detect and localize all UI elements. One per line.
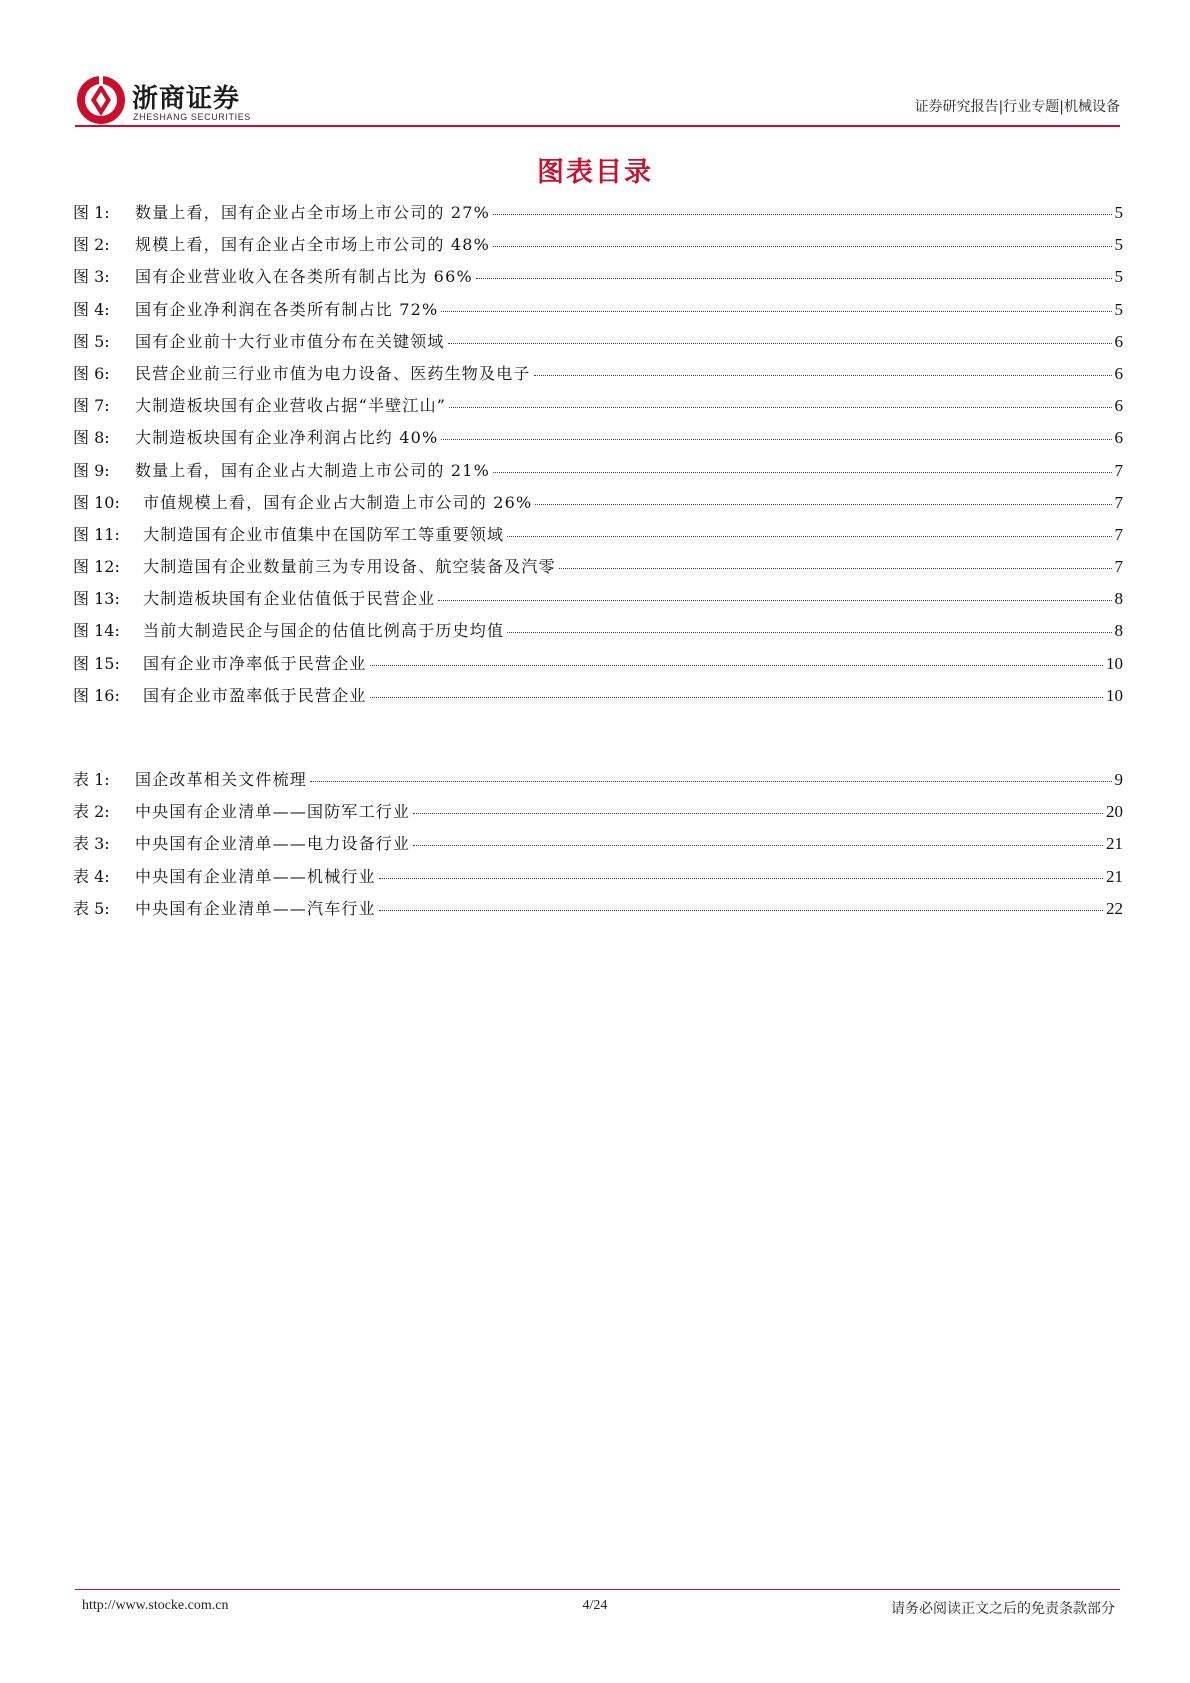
footer-page-number: 4/24 — [582, 1598, 608, 1613]
entry-label: 图 3: — [73, 267, 110, 287]
entry-label: 图 10: — [73, 492, 120, 512]
figure-toc-entry[interactable] — [73, 525, 1123, 557]
figure-toc-entry[interactable] — [73, 654, 1123, 686]
entry-page-number: 22 — [1106, 898, 1123, 918]
table-list — [73, 770, 1123, 931]
entry-title: 大制造板块国有企业营收占据“半壁江山” — [135, 396, 447, 416]
figure-toc-entry[interactable] — [73, 621, 1123, 653]
entry-label: 图 16: — [73, 685, 120, 705]
dot-leader — [438, 600, 1111, 601]
entry-label: 表 2: — [73, 802, 110, 822]
table-toc-entry[interactable] — [73, 899, 1123, 931]
dot-leader — [534, 375, 1112, 376]
figure-toc-entry[interactable] — [73, 203, 1123, 235]
dot-leader — [441, 311, 1111, 312]
report-breadcrumb: 证券研究报告|行业专题|机械设备 — [914, 99, 1120, 115]
dot-leader — [370, 665, 1103, 666]
dot-leader — [493, 214, 1111, 215]
table-toc-entry[interactable] — [73, 867, 1123, 899]
entry-label: 图 9: — [73, 460, 110, 480]
figure-list — [73, 203, 1123, 718]
figure-toc-entry[interactable] — [73, 686, 1123, 718]
page-title: 图表目录 — [537, 157, 653, 188]
entry-title: 规模上看，国有企业占全市场上市公司的 48% — [135, 235, 491, 255]
entry-label: 图 8: — [73, 428, 110, 448]
dot-leader — [379, 878, 1103, 879]
table-toc-entry[interactable] — [73, 770, 1123, 802]
entry-page-number: 5 — [1114, 203, 1123, 222]
entry-label: 图 13: — [73, 589, 120, 609]
dot-leader — [379, 910, 1103, 911]
entry-label: 图 15: — [73, 653, 120, 673]
zheshang-logo-icon — [75, 74, 127, 126]
entry-page-number: 6 — [1114, 428, 1123, 448]
entry-title: 大制造板块国有企业净利润占比约 40% — [135, 428, 439, 448]
figure-toc-entry[interactable] — [73, 300, 1123, 332]
logo-text-en: ZHESHANG SECURITIES — [133, 112, 251, 122]
figure-toc-entry[interactable] — [73, 396, 1123, 428]
dot-leader — [507, 536, 1111, 537]
entry-label: 表 4: — [73, 866, 110, 886]
figure-toc-entry[interactable] — [73, 235, 1123, 267]
header-divider — [75, 125, 1120, 127]
entry-page-number: 5 — [1114, 299, 1123, 319]
table-toc-entry[interactable] — [73, 834, 1123, 866]
dot-leader — [507, 632, 1111, 633]
figure-toc-entry[interactable] — [73, 589, 1123, 621]
entry-page-number: 6 — [1114, 396, 1123, 416]
footer-divider — [75, 1589, 1120, 1590]
logo-text-cn: 浙商证券 — [132, 84, 241, 114]
entry-title: 国有企业净利润在各类所有制占比 72% — [135, 299, 439, 319]
figure-toc-entry[interactable] — [73, 428, 1123, 460]
entry-title: 数量上看，国有企业占全市场上市公司的 27% — [135, 203, 491, 222]
entry-title: 国企改革相关文件梳理 — [135, 770, 308, 789]
entry-title: 大制造国有企业数量前三为专用设备、航空装备及汽零 — [143, 557, 556, 577]
dot-leader — [476, 278, 1112, 279]
entry-title: 国有企业营业收入在各类所有制占比为 66% — [135, 267, 473, 287]
entry-label: 表 1: — [73, 770, 110, 789]
footer-disclaimer: 请务必阅读正文之后的免责条款部分 — [891, 1601, 1115, 1617]
entry-page-number: 7 — [1114, 524, 1123, 544]
dot-leader — [493, 246, 1111, 247]
figure-toc-entry[interactable] — [73, 557, 1123, 589]
entry-label: 图 4: — [73, 299, 110, 319]
entry-title: 当前大制造民企与国企的估值比例高于历史均值 — [143, 621, 505, 641]
logo — [75, 72, 315, 128]
entry-title: 国有企业前十大行业市值分布在关键领域 — [135, 331, 445, 351]
entry-label: 图 2: — [73, 235, 110, 255]
entry-label: 图 6: — [73, 363, 110, 383]
entry-label: 图 11: — [73, 524, 120, 544]
figure-toc-entry[interactable] — [73, 364, 1123, 396]
entry-title: 国有企业市盈率低于民营企业 — [143, 685, 367, 705]
entry-page-number: 21 — [1106, 834, 1123, 854]
entry-title: 数量上看，国有企业占大制造上市公司的 21% — [135, 460, 491, 480]
table-toc-entry[interactable] — [73, 802, 1123, 834]
dot-leader — [413, 813, 1103, 814]
entry-label: 图 1: — [73, 203, 110, 222]
entry-page-number: 7 — [1114, 492, 1123, 512]
footer-url[interactable]: http://www.stocke.com.cn — [82, 1598, 229, 1613]
entry-page-number: 8 — [1114, 589, 1123, 609]
figure-toc-entry[interactable] — [73, 267, 1123, 299]
entry-page-number: 21 — [1106, 866, 1123, 886]
entry-title: 中央国有企业清单——机械行业 — [135, 866, 376, 886]
entry-page-number: 6 — [1114, 363, 1123, 383]
dot-leader — [493, 472, 1111, 473]
entry-title: 大制造国有企业市值集中在国防军工等重要领域 — [143, 524, 505, 544]
entry-label: 表 3: — [73, 834, 110, 854]
dot-leader — [441, 439, 1111, 440]
entry-page-number: 7 — [1114, 460, 1123, 480]
figure-toc-entry[interactable] — [73, 493, 1123, 525]
entry-title: 中央国有企业清单——国防军工行业 — [135, 802, 411, 822]
entry-title: 市值规模上看，国有企业占大制造上市公司的 26% — [143, 492, 533, 512]
dot-leader — [448, 343, 1112, 344]
dot-leader — [370, 697, 1103, 698]
entry-label: 表 5: — [73, 898, 110, 918]
dot-leader — [310, 781, 1111, 782]
entry-page-number: 20 — [1106, 802, 1123, 822]
dot-leader — [449, 407, 1111, 408]
dot-leader — [535, 504, 1111, 505]
entry-title: 民营企业前三行业市值为电力设备、医药生物及电子 — [135, 363, 531, 383]
entry-page-number: 6 — [1114, 331, 1123, 351]
entry-label: 图 7: — [73, 396, 110, 416]
page-header — [75, 72, 1120, 128]
entry-label: 图 14: — [73, 621, 120, 641]
figure-toc-entry[interactable] — [73, 332, 1123, 364]
entry-page-number: 10 — [1106, 685, 1123, 705]
entry-title: 国有企业市净率低于民营企业 — [143, 653, 367, 673]
entry-title: 中央国有企业清单——汽车行业 — [135, 898, 376, 918]
entry-label: 图 12: — [73, 557, 120, 577]
dot-leader — [413, 845, 1103, 846]
figure-toc-entry[interactable] — [73, 461, 1123, 493]
entry-page-number: 8 — [1114, 621, 1123, 641]
entry-page-number: 5 — [1114, 235, 1123, 255]
entry-page-number: 10 — [1106, 653, 1123, 673]
entry-page-number: 7 — [1114, 557, 1123, 577]
entry-title: 大制造板块国有企业估值低于民营企业 — [143, 589, 436, 609]
entry-page-number: 9 — [1114, 770, 1123, 789]
dot-leader — [559, 568, 1112, 569]
entry-label: 图 5: — [73, 331, 110, 351]
entry-page-number: 5 — [1114, 267, 1123, 287]
entry-title: 中央国有企业清单——电力设备行业 — [135, 834, 411, 854]
